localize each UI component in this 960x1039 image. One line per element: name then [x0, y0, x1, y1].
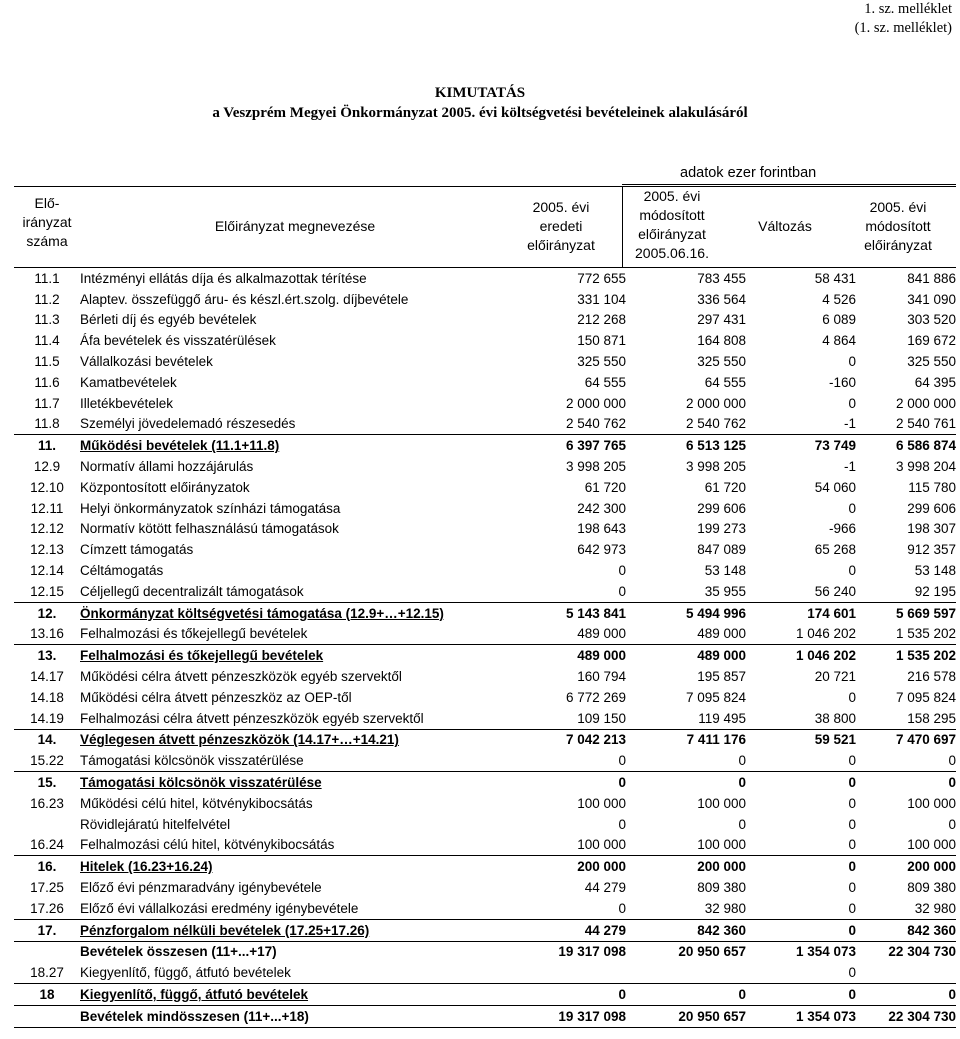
row-name: Kiegyenlítő, függő, átfutó bevételek — [80, 984, 534, 1006]
row-change: 0 — [848, 880, 856, 895]
table-row — [14, 772, 956, 793]
row-name: Bérleti díj és egyéb bevételek — [80, 312, 257, 328]
table-body — [14, 268, 956, 1027]
row-new: 341 090 — [907, 291, 956, 307]
annex-line-2: (1. sz. melléklet) — [854, 20, 952, 36]
row-modified: 297 431 — [697, 312, 746, 328]
row-new: 169 672 — [907, 333, 956, 349]
row-code: 14.18 — [30, 689, 64, 705]
row-name: Hitelek (16.23+16.24) — [80, 856, 534, 877]
row-new: 32 980 — [914, 900, 956, 916]
row-name: Kamatbevételek — [80, 374, 177, 390]
row-new: 216 578 — [907, 669, 956, 685]
header-top-rule — [622, 184, 956, 185]
row-change: 54 060 — [814, 479, 856, 495]
row-name: Előző évi vállalkozási eredmény igénybevétele — [80, 900, 359, 916]
row-modified: 32 980 — [704, 900, 746, 916]
row-modified: 20 950 657 — [626, 1005, 746, 1027]
row-name: Működési célú hitel, kötvénykibocsátás — [80, 795, 313, 811]
row-new: 325 550 — [907, 354, 956, 370]
row-modified: 20 950 657 — [626, 941, 746, 962]
unit-note: adatok ezer forintban — [680, 165, 817, 181]
row-name: Helyi önkormányzatok színházi támogatása — [80, 500, 341, 516]
row-code: 14.17 — [30, 669, 64, 685]
table-row — [14, 645, 956, 666]
row-new: 0 — [948, 816, 956, 832]
row-change: 174 601 — [746, 602, 856, 623]
header-modified-line: módosított — [639, 207, 705, 223]
row-new: 100 000 — [907, 795, 956, 811]
document-title — [0, 83, 960, 123]
row-new: 1 535 202 — [856, 645, 956, 666]
row-original: 489 000 — [534, 645, 626, 666]
row-original: 2 000 000 — [565, 395, 626, 411]
row-modified — [626, 962, 746, 983]
row-original: 3 998 205 — [565, 459, 626, 475]
row-modified: 200 000 — [626, 856, 746, 877]
row-original: 6 772 269 — [565, 689, 626, 705]
row-original: 331 104 — [577, 291, 626, 307]
row-change: 38 800 — [814, 710, 856, 726]
row-modified: 0 — [626, 984, 746, 1006]
table-row — [14, 602, 956, 623]
row-new: 64 395 — [914, 374, 956, 390]
table-row — [14, 351, 956, 372]
table-row — [14, 624, 956, 645]
row-new: 0 — [948, 753, 956, 769]
header-code-line: irányzat — [22, 214, 72, 230]
table-row — [14, 814, 956, 835]
row-name: Felhalmozási célra átvett pénzeszközök egyéb szervektől — [80, 710, 424, 726]
row-modified: 489 000 — [626, 645, 746, 666]
row-name: Központosított előirányzatok — [80, 479, 250, 495]
row-modified: 35 955 — [704, 583, 746, 599]
row-original: 772 655 — [577, 270, 626, 286]
annex-line-1: 1. sz. melléklet — [864, 1, 952, 17]
row-change: 0 — [848, 689, 856, 705]
row-modified: 2 540 762 — [685, 416, 746, 432]
row-code: 11.5 — [34, 354, 60, 370]
table-row — [14, 372, 956, 393]
row-code: 12.12 — [30, 521, 64, 537]
row-name: Működési célra átvett pénzeszközök egyéb szervektől — [80, 669, 402, 685]
row-change: 65 268 — [814, 542, 856, 558]
row-new: 200 000 — [856, 856, 956, 877]
row-modified: 164 808 — [697, 333, 746, 349]
row-name: Kiegyenlítő, függő, átfutó bevételek — [80, 965, 291, 981]
row-original: 100 000 — [577, 795, 626, 811]
row-modified: 0 — [626, 772, 746, 793]
table-row — [14, 268, 956, 289]
row-change: 59 521 — [746, 729, 856, 750]
row-code: 11.2 — [34, 291, 60, 307]
row-code — [14, 1005, 80, 1027]
header-new-line: 2005. évi — [869, 199, 927, 215]
row-code: 17.25 — [30, 880, 64, 895]
header-new — [840, 198, 956, 255]
row-code: 11.7 — [34, 395, 60, 411]
table-row — [14, 539, 956, 560]
row-original: 19 317 098 — [534, 1005, 626, 1027]
table-row — [14, 456, 956, 477]
table-row — [14, 984, 956, 1006]
row-new: 2 000 000 — [895, 395, 956, 411]
row-original: 212 268 — [577, 312, 626, 328]
row-change: 0 — [746, 984, 856, 1006]
row-modified: 7 095 824 — [685, 689, 746, 705]
row-code: 16.23 — [30, 795, 64, 811]
row-change: 4 526 — [822, 291, 856, 307]
row-original: 61 720 — [584, 479, 626, 495]
row-original: 109 150 — [577, 710, 626, 726]
header-original-line: előirányzat — [527, 237, 595, 253]
row-new: 100 000 — [907, 837, 956, 853]
table-row — [14, 919, 956, 941]
table-row — [14, 414, 956, 435]
row-modified: 6 513 125 — [626, 435, 746, 456]
header-modified-line: előirányzat — [638, 226, 706, 242]
row-code: 18 — [14, 984, 80, 1006]
row-name: Intézményi ellátás díja és alkalmazottak térítése — [80, 270, 367, 286]
row-new: 2 540 761 — [895, 416, 956, 432]
row-original — [534, 962, 626, 983]
row-name: Áfa bevételek és visszatérülések — [80, 333, 276, 349]
row-modified: 299 606 — [697, 500, 746, 516]
header-modified-line: 2005.06.16. — [635, 245, 709, 261]
header-new-line: módosított — [865, 218, 931, 234]
row-new: 115 780 — [908, 479, 956, 495]
row-new: 3 998 204 — [895, 459, 956, 475]
table-row — [14, 793, 956, 814]
row-original: 0 — [534, 772, 626, 793]
row-code: 11.6 — [34, 374, 60, 390]
header-code — [14, 194, 80, 251]
row-code: 12.10 — [30, 479, 64, 495]
row-name: Bevételek összesen (11+...+17) — [80, 941, 534, 962]
row-original: 242 300 — [577, 500, 626, 516]
row-code: 12.11 — [30, 500, 64, 516]
revenue-table — [14, 268, 956, 1028]
row-name: Normatív állami hozzájárulás — [80, 459, 254, 475]
row-change: 0 — [848, 354, 856, 370]
row-original: 0 — [618, 563, 626, 579]
table-row — [14, 560, 956, 581]
row-name: Önkormányzat költségvetési támogatása (12.9+…+12.15) — [80, 602, 534, 623]
row-new: 809 380 — [907, 880, 956, 895]
row-new: 22 304 730 — [856, 1005, 956, 1027]
row-code: 11.1 — [34, 270, 60, 286]
row-modified: 61 720 — [704, 479, 746, 495]
row-change: 0 — [848, 395, 856, 411]
row-modified: 5 494 996 — [626, 602, 746, 623]
row-code: 15.22 — [30, 753, 64, 769]
row-name: Rövidlejáratú hitelfelvétel — [80, 816, 231, 832]
row-new: 92 195 — [914, 583, 956, 599]
table-row — [14, 435, 956, 456]
row-new — [856, 962, 956, 983]
row-original: 200 000 — [534, 856, 626, 877]
row-name: Támogatási kölcsönök visszatérülése — [80, 753, 304, 769]
row-code: 11. — [14, 435, 80, 456]
row-code: 13. — [14, 645, 80, 666]
row-change: 0 — [848, 965, 856, 981]
row-change: 0 — [848, 900, 856, 916]
header-code-line: Elő- — [34, 195, 60, 211]
row-code: 12.13 — [30, 542, 64, 558]
header-new-line: előirányzat — [864, 237, 932, 253]
row-modified: 100 000 — [697, 837, 746, 853]
row-name: Személyi jövedelemadó részesedés — [80, 416, 296, 432]
row-new: 0 — [856, 984, 956, 1006]
row-original: 0 — [618, 900, 626, 916]
row-change: -1 — [843, 459, 856, 475]
table-row — [14, 477, 956, 498]
header-code-line: száma — [26, 233, 68, 249]
row-new: 7 095 824 — [895, 689, 956, 705]
table-row — [14, 941, 956, 962]
row-modified: 783 455 — [697, 270, 746, 286]
row-code: 11.4 — [34, 333, 60, 349]
row-code: 12.9 — [33, 459, 61, 475]
row-code: 11.3 — [34, 312, 60, 328]
row-change: -966 — [828, 521, 856, 537]
row-original: 19 317 098 — [534, 941, 626, 962]
row-modified: 195 857 — [697, 669, 746, 685]
row-modified: 847 089 — [697, 542, 746, 558]
row-name: Pénzforgalom nélküli bevételek (17.25+17.26) — [80, 919, 534, 941]
row-change: 1 354 073 — [746, 941, 856, 962]
row-name: Felhalmozási célú hitel, kötvénykibocsátás — [80, 837, 335, 853]
row-new: 841 886 — [907, 270, 956, 286]
header-original-line: 2005. évi — [532, 199, 590, 215]
row-modified: 199 273 — [697, 521, 746, 537]
row-change: 73 749 — [746, 435, 856, 456]
row-name: Alaptev. összefüggő áru- és készl.ért.szolg. díjbevétele — [80, 291, 409, 307]
row-new: 22 304 730 — [856, 941, 956, 962]
row-original: 0 — [618, 753, 626, 769]
table-row — [14, 666, 956, 687]
row-new: 198 307 — [907, 521, 956, 537]
table-row — [14, 750, 956, 771]
row-change: 0 — [848, 816, 856, 832]
row-code: 14. — [14, 729, 80, 750]
table-row — [14, 877, 956, 898]
row-original: 2 540 762 — [565, 416, 626, 432]
row-modified: 842 360 — [626, 919, 746, 941]
row-new: 158 295 — [907, 710, 956, 726]
annex-label — [855, 0, 952, 38]
row-code — [14, 941, 80, 962]
header-name: Előirányzat megnevezése — [214, 218, 376, 234]
row-name: Felhalmozási és tőkejellegű bevételek — [80, 645, 534, 666]
row-code: 14.19 — [30, 710, 64, 726]
row-change: -160 — [828, 374, 856, 390]
table-row — [14, 498, 956, 519]
table-row — [14, 393, 956, 414]
row-original: 0 — [618, 583, 626, 599]
row-change: 0 — [848, 795, 856, 811]
row-code: 12.15 — [30, 583, 64, 599]
row-name: Működési célra átvett pénzeszköz az OEP-től — [80, 689, 352, 705]
table-row — [14, 289, 956, 310]
header-original-line: eredeti — [539, 218, 583, 234]
row-code: 17.26 — [30, 900, 64, 916]
row-modified: 0 — [738, 753, 746, 769]
row-change: 4 864 — [822, 333, 856, 349]
table-row — [14, 835, 956, 856]
row-code: 12.14 — [30, 563, 64, 579]
row-new: 5 669 597 — [856, 602, 956, 623]
header-modified — [616, 187, 728, 263]
row-original: 198 643 — [577, 521, 626, 537]
table-row — [14, 330, 956, 351]
row-new: 842 360 — [856, 919, 956, 941]
row-original: 0 — [534, 984, 626, 1006]
row-new: 1 535 202 — [895, 626, 956, 642]
header-original — [506, 198, 616, 255]
row-name: Illetékbevételek — [80, 395, 174, 411]
table-row — [14, 1005, 956, 1027]
row-change: 0 — [746, 919, 856, 941]
row-name: Céltámogatás — [80, 563, 164, 579]
row-original: 100 000 — [577, 837, 626, 853]
row-code: 13.16 — [30, 626, 64, 642]
row-name: Felhalmozási és tőkejellegű bevételek — [80, 626, 308, 642]
row-modified: 100 000 — [697, 795, 746, 811]
row-modified: 53 148 — [704, 563, 746, 579]
row-modified: 2 000 000 — [685, 395, 746, 411]
row-original: 44 279 — [534, 919, 626, 941]
row-modified: 3 998 205 — [685, 459, 746, 475]
row-code: 17. — [14, 919, 80, 941]
row-change: 1 046 202 — [746, 645, 856, 666]
row-original: 489 000 — [577, 626, 626, 642]
row-original: 160 794 — [577, 669, 626, 685]
title-line-1: KIMUTATÁS — [434, 85, 526, 101]
row-original: 325 550 — [577, 354, 626, 370]
row-name: Vállalkozási bevételek — [80, 354, 213, 370]
row-modified: 489 000 — [697, 626, 746, 642]
row-name: Bevételek mindösszesen (11+...+18) — [80, 1005, 534, 1027]
row-modified: 325 550 — [697, 354, 746, 370]
row-new: 299 606 — [907, 500, 956, 516]
row-modified: 7 411 176 — [626, 729, 746, 750]
row-original: 44 279 — [584, 880, 626, 895]
table-row — [14, 898, 956, 919]
table-row — [14, 687, 956, 708]
row-change: 0 — [848, 837, 856, 853]
row-modified: 809 380 — [697, 880, 746, 895]
row-original: 0 — [618, 816, 626, 832]
table-row — [14, 708, 956, 729]
row-new: 53 148 — [914, 563, 956, 579]
row-new: 0 — [856, 772, 956, 793]
row-code — [14, 814, 80, 835]
row-modified: 336 564 — [697, 291, 746, 307]
table-row — [14, 962, 956, 983]
row-name: Támogatási kölcsönök visszatérülése — [80, 772, 534, 793]
table-row — [14, 519, 956, 540]
header-rule — [14, 186, 956, 187]
row-code: 11.8 — [34, 416, 60, 432]
row-name: Céljellegű decentralizált támogatások — [80, 583, 304, 599]
row-change: 0 — [848, 500, 856, 516]
row-name: Normatív kötött felhasználású támogatások — [80, 521, 339, 537]
row-original: 64 555 — [584, 374, 626, 390]
row-modified: 119 495 — [698, 710, 746, 726]
row-change: 58 431 — [814, 270, 856, 286]
row-code: 15. — [14, 772, 80, 793]
table-row — [14, 581, 956, 602]
table-row — [14, 856, 956, 877]
row-new: 7 470 697 — [856, 729, 956, 750]
header-change: Változás — [758, 218, 812, 234]
row-original: 150 871 — [577, 333, 626, 349]
row-original: 5 143 841 — [534, 602, 626, 623]
row-name: Véglegesen átvett pénzeszközök (14.17+…+14.21) — [80, 729, 534, 750]
row-modified: 0 — [738, 816, 746, 832]
row-change: 20 721 — [814, 669, 856, 685]
row-new: 303 520 — [907, 312, 956, 328]
row-change: 0 — [746, 772, 856, 793]
row-original: 6 397 765 — [534, 435, 626, 456]
table-row — [14, 310, 956, 331]
row-change: 56 240 — [814, 583, 856, 599]
row-code: 18.27 — [30, 965, 64, 981]
row-change: 0 — [848, 563, 856, 579]
row-new: 6 586 874 — [856, 435, 956, 456]
header-modified-line: 2005. évi — [643, 188, 701, 204]
row-change: 0 — [848, 753, 856, 769]
row-name: Előző évi pénzmaradvány igénybevétele — [80, 880, 322, 895]
row-change: 1 046 202 — [795, 626, 856, 642]
row-original: 642 973 — [577, 542, 626, 558]
row-code: 16. — [14, 856, 80, 877]
title-line-2: a Veszprém Megyei Önkormányzat 2005. évi költségvetési bevételeinek alakulásáról — [212, 105, 748, 121]
row-change: 1 354 073 — [746, 1005, 856, 1027]
row-code: 12. — [14, 602, 80, 623]
row-name: Címzett támogatás — [80, 542, 194, 558]
row-original: 7 042 213 — [534, 729, 626, 750]
row-change: -1 — [843, 416, 856, 432]
table-row — [14, 729, 956, 750]
row-change: 0 — [746, 856, 856, 877]
row-name: Működési bevételek (11.1+11.8) — [80, 435, 534, 456]
row-modified: 64 555 — [704, 374, 746, 390]
row-change: 6 089 — [822, 312, 856, 328]
row-new: 912 357 — [907, 542, 956, 558]
row-code: 16.24 — [30, 837, 64, 853]
